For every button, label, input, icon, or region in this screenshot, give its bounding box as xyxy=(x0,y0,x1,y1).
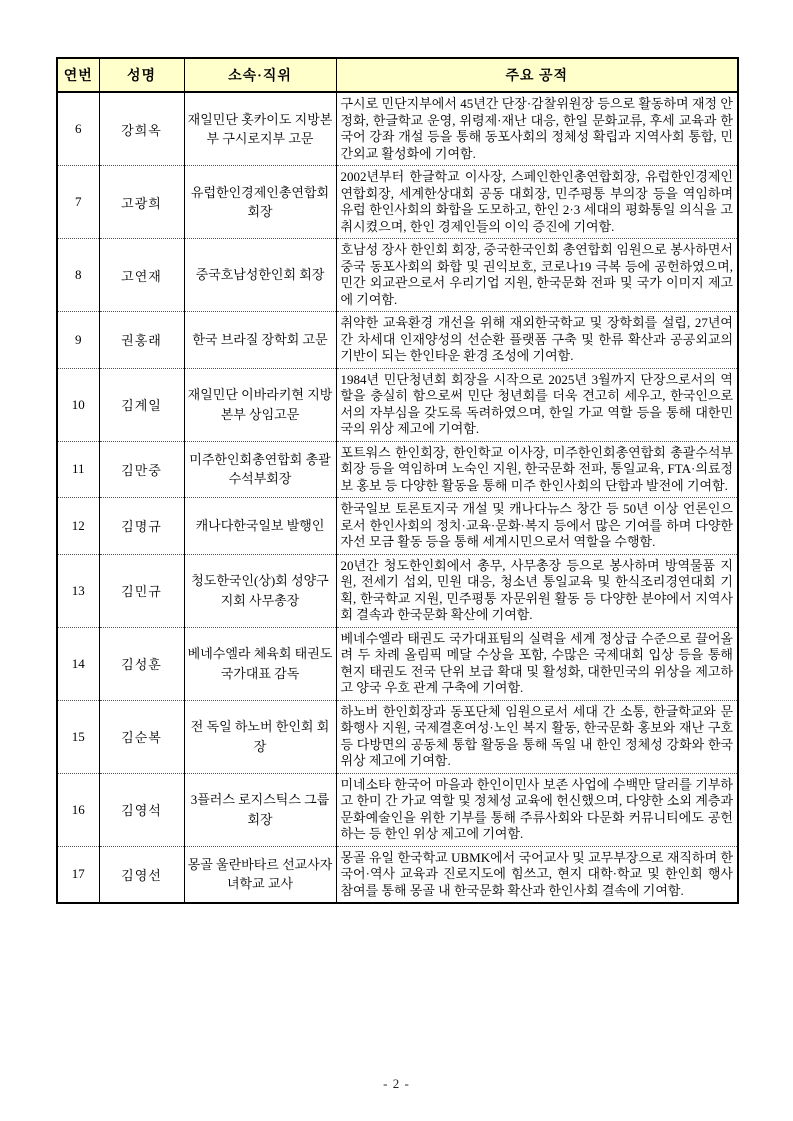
table-row xyxy=(57,166,738,239)
table-row xyxy=(57,92,738,166)
row-number-cell: 9 xyxy=(57,312,99,369)
page-number: - 2 - xyxy=(383,1076,410,1091)
row-number-cell: 14 xyxy=(57,627,99,700)
row-name-cell: 김만중 xyxy=(99,441,184,498)
row-name-cell: 김명규 xyxy=(99,498,184,555)
row-number-cell: 6 xyxy=(57,92,99,166)
row-name-cell: 김영석 xyxy=(99,773,184,846)
row-name-cell: 김성훈 xyxy=(99,627,184,700)
row-achievement-cell: 포트워스 한인회장, 한인학교 이사장, 미주한인회총연합회 총괄수석부회장 등을 역임하며 노숙인 지원, 한국문화 전파, 통일교육, FTA·의료정보 홍보 등 다양한 활동을 통해 미주 한인사회의 단합과 발전에 기여함. xyxy=(336,441,738,498)
row-affiliation-cell: 전 독일 하노버 한인회 회장 xyxy=(184,700,336,773)
row-affiliation-cell: 캐나다한국일보 발행인 xyxy=(184,498,336,555)
table-row xyxy=(57,846,738,903)
row-affiliation-cell: 한국 브라질 장학회 고문 xyxy=(184,312,336,369)
row-affiliation-cell: 청도한국인(상)회 성양구지회 사무총장 xyxy=(184,554,336,627)
row-name-cell: 고광희 xyxy=(99,166,184,239)
row-achievement-cell: 베네수엘라 태권도 국가대표팀의 실력을 세계 정상급 수준으로 끌어올려 두 차례 올림픽 메달 수상을 포함, 수많은 국제대회 입상 등을 통해 현지 태권도 전국 단위 보급 확대 및 활성화, 대한민국의 위상을 제고하고 양국 우호 관계 구축에 기여함. xyxy=(336,627,738,700)
row-affiliation-cell: 베네수엘라 체육회 태권도 국가대표 감독 xyxy=(184,627,336,700)
row-number-cell: 15 xyxy=(57,700,99,773)
row-name-cell: 김순복 xyxy=(99,700,184,773)
row-name-cell: 고연재 xyxy=(99,239,184,312)
table-row xyxy=(57,554,738,627)
table-body xyxy=(57,92,738,903)
row-achievement-cell: 2002년부터 한글학교 이사장, 스페인한인총연합회장, 유럽한인경제인연합회장, 세계한상대회 공동 대회장, 민주평통 부의장 등을 역임하며 유럽 한인사회의 화합을 도모하고, 한인 2·3 세대의 평화통일 의식을 고취시켰으며, 한인 경제인들의 이익 증진에 기여함. xyxy=(336,166,738,239)
row-affiliation-cell: 재일민단 홋카이도 지방본부 구시로지부 고문 xyxy=(184,92,336,166)
row-name-cell: 김민규 xyxy=(99,554,184,627)
row-number-cell: 11 xyxy=(57,441,99,498)
table-header-row xyxy=(57,58,738,92)
row-number-cell: 8 xyxy=(57,239,99,312)
table-row xyxy=(57,239,738,312)
row-affiliation-cell: 3플러스 로지스틱스 그룹 회장 xyxy=(184,773,336,846)
row-affiliation-cell: 미주한인회총연합회 총괄수석부회장 xyxy=(184,441,336,498)
row-achievement-cell: 미네소타 한국어 마을과 한인이민사 보존 사업에 수백만 달러를 기부하고 한미 간 가교 역할 및 정체성 교육에 헌신했으며, 다양한 소외 계층과 문화예술인을 위한 기부를 통해 주류사회와 다문화 커뮤니티에도 공헌하는 등 한인 위상 제고에 기여함. xyxy=(336,773,738,846)
row-achievement-cell: 몽골 유일 한국학교 UBMK에서 국어교사 및 교무부장으로 재직하며 한국어·역사 교육과 진로지도에 힘쓰고, 현지 대학·학교 및 한인회 행사 참여를 통해 몽골 내 한국문화 확산과 한인사회 결속에 기여함. xyxy=(336,846,738,903)
table-row xyxy=(57,498,738,555)
award-table xyxy=(56,57,739,904)
row-number-cell: 7 xyxy=(57,166,99,239)
row-affiliation-cell: 재일민단 이바라키현 지방본부 상임고문 xyxy=(184,368,336,441)
row-name-cell: 김영선 xyxy=(99,846,184,903)
row-number-cell: 13 xyxy=(57,554,99,627)
col-header-achievement: 주요 공적 xyxy=(336,58,738,92)
row-affiliation-cell: 몽골 울란바타르 선교사자녀학교 교사 xyxy=(184,846,336,903)
table-row xyxy=(57,368,738,441)
col-header-no: 연번 xyxy=(57,58,99,92)
table-row xyxy=(57,773,738,846)
table-row xyxy=(57,441,738,498)
row-achievement-cell: 한국일보 토론토지국 개설 및 캐나다뉴스 창간 등 50년 이상 언론인으로서 한인사회의 정치·교육·문화·복지 등에서 많은 기여를 하며 다양한 자선 모금 활동 등을 통해 세계시민으로서 역할을 수행함. xyxy=(336,498,738,555)
row-achievement-cell: 20년간 청도한인회에서 총무, 사무총장 등으로 봉사하며 방역물품 지원, 전세기 섭외, 민원 대응, 청소년 통일교육 및 한식조리경연대회 기획, 한국학교 지원, 민주평통 자문위원 활동 등 다양한 분야에서 지역사회 결속과 한국문화 확산에 기여함. xyxy=(336,554,738,627)
row-achievement-cell: 호남성 장사 한인회 회장, 중국한국인회 총연합회 임원으로 봉사하면서 중국 동포사회의 화합 및 권익보호, 코로나19 극복 등에 공헌하였으며, 민간 외교관으로서 우리기업 지원, 한국문화 전파 및 국가 이미지 제고에 기여함. xyxy=(336,239,738,312)
row-name-cell: 강희옥 xyxy=(99,92,184,166)
row-achievement-cell: 구시로 민단지부에서 45년간 단장·감찰위원장 등으로 활동하며 재정 안정화, 한글학교 운영, 위령제·재난 대응, 한일 문화교류, 후세 교육과 한국어 강좌 개설 등을 통해 동포사회의 정체성 확립과 지역사회 통합, 민간외교 활성화에 기여함. xyxy=(336,92,738,166)
row-affiliation-cell: 중국호남성한인회 회장 xyxy=(184,239,336,312)
row-affiliation-cell: 유럽한인경제인총연합회 회장 xyxy=(184,166,336,239)
col-header-affiliation: 소속·직위 xyxy=(184,58,336,92)
row-achievement-cell: 취약한 교육환경 개선을 위해 재외한국학교 및 장학회를 설립, 27년여간 차세대 인재양성의 선순환 플랫폼 구축 및 한류 확산과 공공외교의 기반이 되는 한인타운 환경 조성에 기여함. xyxy=(336,312,738,369)
table-row xyxy=(57,700,738,773)
table-row xyxy=(57,312,738,369)
col-header-name: 성명 xyxy=(99,58,184,92)
row-number-cell: 10 xyxy=(57,368,99,441)
row-name-cell: 권홍래 xyxy=(99,312,184,369)
row-number-cell: 12 xyxy=(57,498,99,555)
row-name-cell: 김계일 xyxy=(99,368,184,441)
row-number-cell: 16 xyxy=(57,773,99,846)
table-row xyxy=(57,627,738,700)
row-achievement-cell: 하노버 한인회장과 동포단체 임원으로서 세대 간 소통, 한글학교와 문화행사 지원, 국제결혼여성·노인 복지 활동, 한국문화 홍보와 재난 구호 등 다방면의 공동체 통합 활동을 통해 독일 내 한인 정체성 강화와 한국 위상 제고에 기여함. xyxy=(336,700,738,773)
row-number-cell: 17 xyxy=(57,846,99,903)
row-achievement-cell: 1984년 민단청년회 회장을 시작으로 2025년 3월까지 단장으로서의 역할을 충실히 함으로써 민단 청년회를 더욱 견고히 세우고, 한국인으로서의 자부심을 갖도록 독려하였으며, 한일 가교 역할 등을 통해 대한민국의 위상 제고에 기여함. xyxy=(336,368,738,441)
